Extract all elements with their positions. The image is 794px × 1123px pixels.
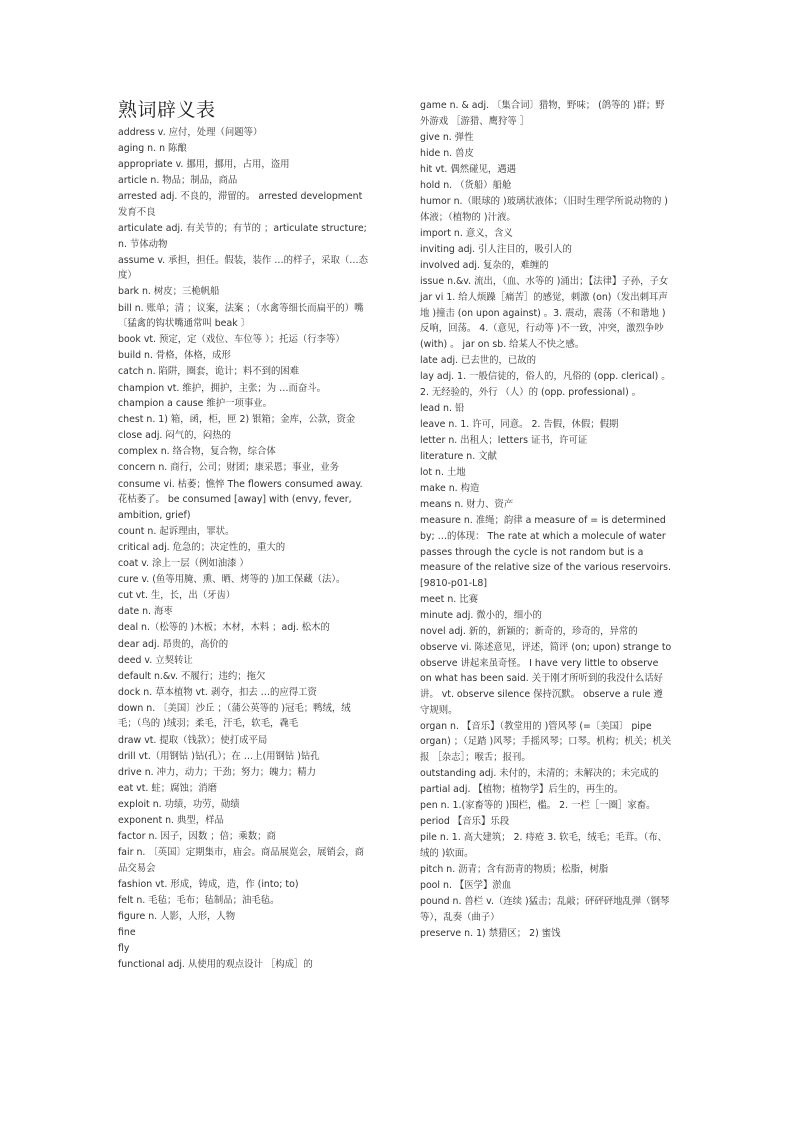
right-column (420, 98, 672, 942)
glossary-entry: eat vt. 蛀；腐蚀；消磨 (118, 782, 217, 794)
glossary-entry: issue n.&v. 流出，（血、水等的 )涌出；【法律】子孙，子女 (420, 276, 669, 288)
glossary-entry: figure n. 人影，人形，人物 (118, 911, 236, 923)
glossary-entry: late adj. 已去世的，已故的 (420, 355, 537, 366)
glossary-entry: concern n. 商行，公司；财团；康采恩；事业，业务 (118, 462, 340, 474)
glossary-entry: bark n. 树皮；三桅帆船 (118, 286, 220, 298)
glossary-entry: deal n.（松等的 )木板；木材，木料 ；adj. 松木的 (118, 622, 330, 634)
glossary-entry: count n. 起诉理由，罪状。 (118, 525, 235, 537)
glossary-entry: fly (118, 943, 130, 955)
entry-list-left (118, 125, 368, 973)
glossary-entry: chest n. 1) 箱，函，柜，匣 2) 银箱；金库，公款，资金 (118, 414, 356, 426)
glossary-entry: preserve n. 1) 禁猎区； 2) 蜜饯 (420, 927, 561, 939)
glossary-entry: down n. 〔美国〕沙丘 ；（蒲公英等的 )冠毛；鸭绒，绒毛；（鸟的 )绒羽；柔毛，汗毛，软毛，毳毛 (118, 702, 351, 730)
glossary-entry: means n. 财力、资产 (420, 499, 514, 511)
glossary-entry: dear adj. 昂贵的，高价的 (118, 638, 229, 650)
glossary-entry: jar vi 1. 给人烦躁［痛苦］的感觉，刺激 (on)（发出刺耳声地 )撞击 (on upon against) 。3. 震动，震荡（不和谐地 )反响，回荡。 4.（意见，行动等 )不一致，冲突，激烈争吵 (with) 。 jar on sb. 给某人不快之感。 (420, 292, 668, 350)
glossary-entry: build n. 骨格，体格，成形 (118, 350, 231, 362)
glossary-entry: game n. & adj. 〔集合词〕猎物，野味； (鸽等的 )群；野外游戏 ［游猎、鹰狩等 ］ (420, 100, 665, 127)
glossary-entry: address v. 应付，处理（问题等） (118, 127, 263, 138)
glossary-entry: functional adj. 从使用的观点设计 ［构成］的 (118, 959, 313, 971)
glossary-entry: measure n. 准绳；韵律 a measure of = is determined by; …的体现： The rate at which a molecule of water passes through the cycle is not random but is a measure of the relative size of the various reservoirs. [9810-p01-L8] (420, 515, 671, 589)
glossary-entry: meet n. 比赛 (420, 593, 478, 605)
glossary-entry: champion vt. 维护，拥护，主张；为 …而奋斗。champion a cause 维护一项事业。 (118, 382, 326, 410)
glossary-entry: pool n. 【医学】淤血 (420, 880, 512, 892)
glossary-entry: pitch n. 沥青；含有沥青的物质；松脂，树脂 (420, 864, 609, 875)
glossary-entry: cure v. (鱼等用腌、熏、晒、烤等的 )加工保藏（法）。 (118, 574, 346, 586)
glossary-entry: book vt. 预定，定（戏位、车位等 ）；托运（行李等） (118, 334, 345, 346)
glossary-entry: exploit n. 功绩，功劳，勋绩 (118, 798, 240, 810)
glossary-entry: default n.&v. 不履行；违约；拖欠 (118, 670, 266, 682)
glossary-entry: deed v. 立契转让 (118, 654, 193, 666)
glossary-entry: close adj. 闷气的，闷热的 (118, 430, 232, 442)
glossary-entry: make n. 构造 (420, 483, 480, 495)
glossary-entry: inviting adj. 引人注目的，吸引人的 (420, 243, 572, 255)
glossary-entry: organ n. 【音乐】（教堂用的 )管风琴 (=〔美国〕 pipe organ) ；（足踏 )风琴；手摇风琴；口琴。机构；机关；机关报 ［杂志］；喉舌；报刊。 (420, 720, 672, 763)
glossary-entry: cut vt. 生，长，出（牙齿） (118, 590, 236, 602)
glossary-entry: article n. 物品；制品，商品 (118, 175, 238, 187)
glossary-entry: pound n. 兽栏 v.（连续 )猛击；乱敲；砰砰砰地乱弹（钢琴等），乱奏（曲子） (420, 896, 670, 923)
glossary-entry: consume vi. 枯萎；憔悴 The flowers consumed away. 花枯萎了。 be consumed [away] with (envy, fever, ambition, grief) (118, 478, 363, 521)
glossary-entry: hide n. 兽皮 (420, 147, 474, 159)
left-column (118, 97, 368, 973)
glossary-entry: articulate adj. 有关节的；有节的 ；articulate structure; n. 节体动物 (118, 223, 367, 250)
entry-list-right (420, 98, 672, 941)
glossary-entry: pile n. 1. 高大建筑； 2. 痔疮 3. 软毛，绒毛；毛茸。（布、绒的 )软面。 (420, 832, 667, 859)
glossary-entry: period 【音乐】乐段 (420, 816, 510, 828)
glossary-entry: fashion vt. 形成，铸成，造，作 (into; to) (118, 878, 299, 890)
glossary-entry: dock n. 草本植物 vt. 剥夺，扣去 …的应得工资 (118, 686, 317, 698)
page-title: 熟词辟义表 (118, 99, 216, 121)
glossary-entry: pen n. 1.(家畜等的 )围栏，槛。 2. 一栏［一圈］家畜。 (420, 800, 656, 812)
glossary-entry: aging n. n 陈酿 (118, 143, 187, 155)
glossary-entry: draw vt. 提取（钱款）；使打成平局 (118, 734, 268, 746)
glossary-entry: factor n. 因子，因数 ；倍；乘数；商 (118, 831, 276, 843)
glossary-entry: novel adj. 新的，新颖的；新奇的，珍奇的，异常的 (420, 626, 638, 638)
glossary-entry: involved adj. 复杂的，难缠的 (420, 259, 549, 271)
glossary-entry: import n. 意义，含义 (420, 227, 513, 239)
glossary-entry: outstanding adj. 未付的，未清的；未解决的；未完成的 (420, 767, 659, 779)
glossary-entry: critical adj. 危急的；决定性的，重大的 (118, 541, 286, 553)
glossary-entry: partial adj. 【植物；植物学】后生的，再生的。 (420, 784, 624, 796)
glossary-entry: humor n.（眼球的 )玻璃状液体；（旧时生理学所说动物的 )体液；（植物的 )汁液。 (420, 196, 668, 223)
glossary-entry: catch n. 陷阱，圈套，诡计；料不到的困难 (118, 366, 300, 378)
glossary-entry: hold n. （货船）船舱 (420, 179, 512, 191)
glossary-entry: bill n. 账单；清 ；议案，法案 ；（水禽等细长而扁平的）嘴〔猛禽的钩状嘴通常叫 beak 〕 (118, 302, 364, 330)
glossary-entry: observe vi. 陈述意见，评述，简评 (on; upon) strange to observe 讲起来虽奇怪。 I have very little to observe on what has been said. 关于刚才所听到的我没什么话好讲。 vt. observe silence 保持沉默。 observe a rule 遵守规则。 (420, 642, 672, 716)
glossary-entry: date n. 海枣 (118, 606, 173, 618)
glossary-entry: drill vt.（用钢钻 )钻(孔）；在 …上(用钢钻 )钻孔 (118, 750, 320, 762)
glossary-entry: hit vt. 偶然碰见，遇遇 (420, 163, 517, 175)
glossary-entry: fair n. 〔英国〕定期集市，庙会。商品展览会，展销会，商品交易会 (118, 847, 365, 874)
glossary-entry: minute adj. 微小的，细小的 (420, 610, 542, 621)
glossary-entry: drive n. 冲力，动力；干劲；努力；魄力；精力 (118, 766, 316, 778)
glossary-entry: lead n. 铅 (420, 402, 465, 414)
glossary-entry: assume v. 承担，担任。假装，装作 …的样子，采取（…态度） (118, 254, 368, 282)
glossary-entry: complex n. 络合物，复合物，综合体 (118, 446, 276, 458)
glossary-entry: lay adj. 1. 一般信徒的，俗人的，凡俗的 (opp. clerical) 。2. 无经验的，外行 （人）的 (opp. professional) 。 (420, 371, 671, 398)
glossary-entry: appropriate v. 挪用，挪用，占用，盗用 (118, 159, 290, 171)
glossary-entry: letter n. 出租人；letters 证书，许可证 (420, 434, 588, 446)
glossary-entry: literature n. 文献 (420, 451, 497, 463)
glossary-entry: felt n. 毛毡；毛布；毡制品；油毛毡。 (118, 895, 280, 906)
glossary-entry: lot n. 土地 (420, 467, 466, 479)
glossary-entry: leave n. 1. 许可，同意。 2. 告假，休假；假期 (420, 418, 619, 430)
glossary-entry: coat v. 涂上一层（例如油漆 ） (118, 558, 249, 570)
glossary-entry: give n. 弹性 (420, 131, 474, 143)
glossary-entry: fine (118, 927, 136, 939)
glossary-entry: exponent n. 典型，样品 (118, 815, 224, 827)
glossary-entry: arrested adj. 不良的，滞留的。 arrested development 发育不良 (118, 191, 363, 218)
